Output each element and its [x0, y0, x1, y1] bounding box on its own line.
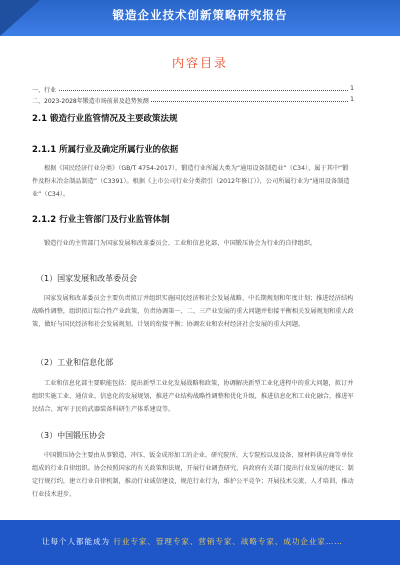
section-heading: 2.1.2 行业主管部门及行业监管体制 — [32, 215, 170, 225]
toc-item-page: 1 — [350, 96, 354, 103]
toc-item[interactable] — [32, 96, 354, 105]
footer-lead: 让每个人都能成为 — [42, 537, 110, 546]
toc-item[interactable] — [32, 85, 354, 94]
subsection-heading: （1）国家发展和改革委员会 — [36, 274, 138, 283]
paragraph: 锻造行业的主管部门为国家发展和改革委员会、工业和信息化部，中国锻压协会为行业的自律组织。 — [44, 240, 317, 247]
paragraph: 中国锻压协会主要由从事锻造、冲压、钣金成形加工的企业、研究院所、大专院校以及设备、原材料供应商等单位组成的行业自律组织。协会按照国家的有关政策和法规，开展行业调查研究，向政府有关部门提出行业发展的建议；制定行规行约，建立行业自律机制，推动行业诚信建设，规范行业行为，维护公平竞争；开展技术交流、人才培训，推动行业技术进步。 — [32, 452, 354, 498]
toc-leader-dots — [32, 90, 354, 91]
footer-banner — [0, 520, 400, 565]
section-heading: 2.1.1 所属行业及确定所属行业的依据 — [32, 145, 179, 155]
toc-item-text: 一、行业 — [32, 87, 57, 94]
footer-highlight: 行业专家、管理专家、营销专家、战略专家、成功企业家…… — [113, 537, 343, 546]
subsection-heading: （2）工业和信息化部 — [36, 358, 114, 367]
paragraph: 工业和信息化部主要职能包括：提出新型工业化发展战略和政策，协调解决新型工业化进程中的重大问题，拟订并组织实施工业、通信业、信息化的发展规划，推进产业结构战略性调整和优化升级，推进信息化和工业化融合，推进军民结合、寓军于民的武器装备科研生产体系建设等。 — [32, 380, 354, 413]
paragraph: 根据《国民经济行业分类》（GB/T 4754-2017），锻造行业所属大类为“通用设备制造业”（C34），属于其中“锻件及粉末冶金制品制造”（C3391）。根据《上市公司行业分类指引（2012年修订）》，公司所属行业为“通用设备制造业”（C34）。 — [32, 165, 350, 198]
subsection-heading: （3）中国锻压协会 — [36, 431, 106, 440]
footer-slogan — [42, 536, 343, 547]
section-heading: 2.1 锻造行业监管情况及主要政策法规 — [32, 114, 178, 124]
report-title: 锻造企业技术创新策略研究报告 — [112, 8, 288, 22]
toc-item-text: 二、2023-2028年锻造市场前景及趋势预测 — [32, 98, 149, 105]
toc-title: 内容目录 — [171, 56, 228, 70]
toc-item-page: 1 — [350, 85, 354, 92]
paragraph: 国家发展和改革委员会主要负责拟订并组织实施国民经济和社会发展战略、中长期规划和年度计划；推进经济结构战略性调整，组织拟订综合性产业政策，负责协调第一、二、三产业发展的重大问题并衔接平衡相关发展规划和重大政策，做好与国民经济和社会发展规划、计划的衔接平衡；协调农业和农村经济社会发展的重大问题。 — [32, 295, 354, 328]
